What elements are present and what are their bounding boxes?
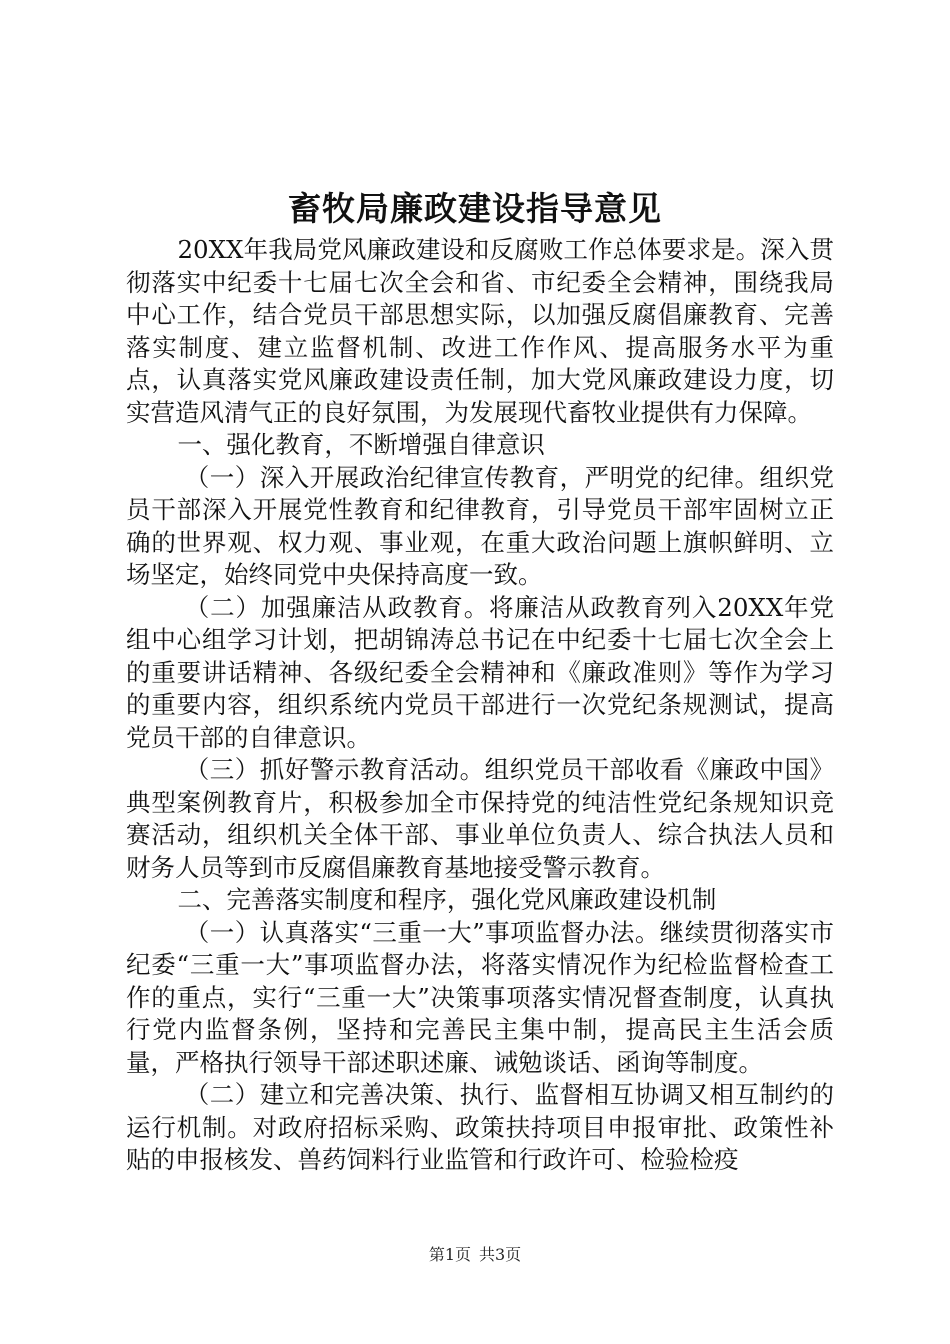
section-2-item-1: （一）认真落实“三重一大”事项监督办法。继续贯彻落实市纪委“三重一大”事项监督办法，将落实情况作为纪检监督检查工作的重点，实行“三重一大”决策事项落实情况督查制度，认真执行党内监督条例，坚持和完善民主集中制，提高民主生活会质量，严格执行领导干部述职述廉、诫勉谈话、函询等制度。: [126, 917, 834, 1077]
page-footer: [0, 1244, 950, 1266]
document-body: [126, 234, 834, 1177]
section-1-item-1: （一）深入开展政治纪律宣传教育，严明党的纪律。组织党员干部深入开展党性教育和纪律教育，引导党员干部牢固树立正确的世界观、权力观、事业观，在重大政治问题上旗帜鲜明、立场坚定，始终同党中央保持高度一致。: [126, 462, 834, 589]
section-1-item-3: （三）抓好警示教育活动。组织党员干部收看《廉政中国》典型案例教育片，积极参加全市保持党的纯洁性党纪条规知识竞赛活动，组织机关全体干部、事业单位负责人、综合执法人员和财务人员等到市反腐倡廉教育基地接受警示教育。: [126, 755, 834, 882]
intro-paragraph: 20XX年我局党风廉政建设和反腐败工作总体要求是。深入贯彻落实中纪委十七届七次全会和省、市纪委全会精神，围绕我局中心工作，结合党员干部思想实际，以加强反腐倡廉教育、完善落实制度、建立监督机制、改进工作作风、提高服务水平为重点，认真落实党风廉政建设责任制，加大党风廉政建设力度，切实营造风清气正的良好氛围，为发展现代畜牧业提供有力保障。: [126, 235, 834, 427]
section-2-item-2: （二）建立和完善决策、执行、监督相互协调又相互制约的运行机制。对政府招标采购、政策扶持项目申报审批、政策性补贴的申报核发、兽药饲料行业监管和行政许可、检验检疫: [126, 1080, 834, 1174]
section-heading-2: 二、完善落实制度和程序，强化党风廉政建设机制: [177, 885, 717, 914]
page-total: 共3页: [479, 1245, 522, 1264]
document-title: 畜牧局廉政建设指导意见: [288, 189, 662, 228]
section-1-item-2: （二）加强廉洁从政教育。将廉洁从政教育列入20XX年党组中心组学习计划，把胡锦涛总书记在中纪委十七届七次全会上的重要讲话精神、各级纪委全会精神和《廉政准则》等作为学习的重要内容，组织系统内党员干部进行一次党纪条规测试，提高党员干部的自律意识。: [126, 592, 834, 752]
page-number: 第1页: [428, 1245, 471, 1264]
section-heading-1: 一、强化教育，不断增强自律意识: [177, 430, 545, 459]
